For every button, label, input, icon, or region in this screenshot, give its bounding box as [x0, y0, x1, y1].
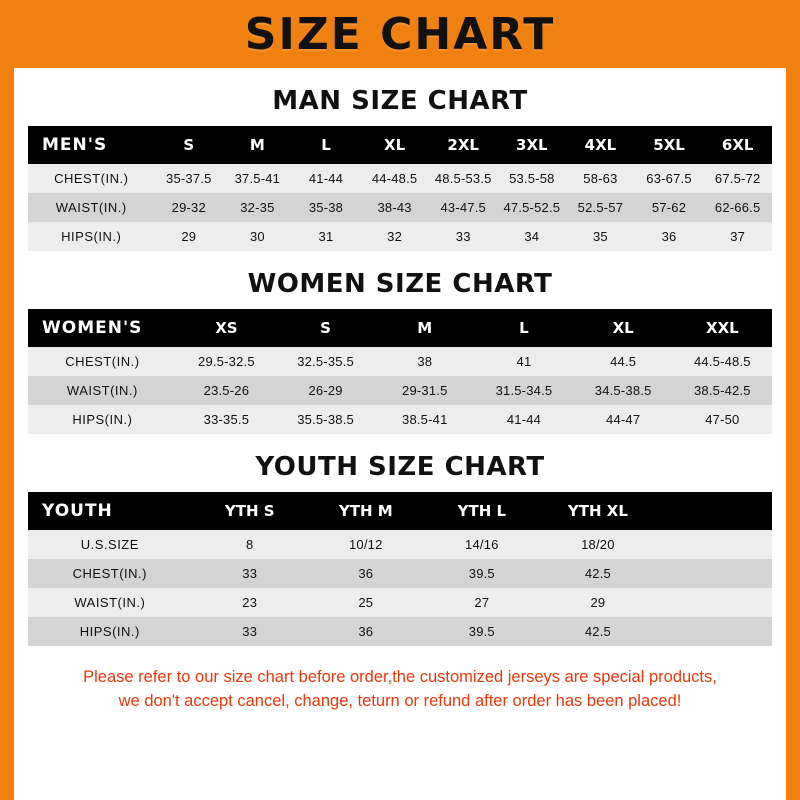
cell: 35-37.5 [154, 164, 223, 193]
cell: 38-43 [360, 193, 429, 222]
table-row [28, 530, 772, 559]
cell [656, 617, 772, 646]
cell: 26-29 [276, 376, 375, 405]
cell: 32-35 [223, 193, 292, 222]
cell [656, 530, 772, 559]
table-row [28, 376, 772, 405]
cell [656, 559, 772, 588]
cell: 39.5 [424, 559, 540, 588]
cell [656, 588, 772, 617]
cell: 62-66.5 [703, 193, 772, 222]
table-row [28, 405, 772, 434]
men-section [28, 86, 772, 251]
men-header-3xl: 3XL [498, 126, 567, 164]
row-label: CHEST(IN.) [28, 164, 154, 193]
women-header-m: M [375, 309, 474, 347]
cell: 39.5 [424, 617, 540, 646]
cell: 44.5-48.5 [673, 347, 772, 376]
cell: 33-35.5 [177, 405, 276, 434]
cell: 47-50 [673, 405, 772, 434]
youth-table-body [28, 530, 772, 646]
cell: 67.5-72 [703, 164, 772, 193]
cell: 44-47 [574, 405, 673, 434]
women-table-body [28, 347, 772, 434]
cell: 52.5-57 [566, 193, 635, 222]
women-table-header [28, 309, 772, 347]
row-label: HIPS(IN.) [28, 405, 177, 434]
cell: 41 [474, 347, 573, 376]
women-size-table [28, 309, 772, 434]
cell: 18/20 [540, 530, 656, 559]
content-area [14, 86, 786, 714]
cell: 36 [308, 559, 424, 588]
cell: 44.5 [574, 347, 673, 376]
cell: 38.5-41 [375, 405, 474, 434]
cell: 34.5-38.5 [574, 376, 673, 405]
table-row [28, 559, 772, 588]
women-header-l: L [474, 309, 573, 347]
table-row [28, 588, 772, 617]
men-section-title: MAN SIZE CHART [272, 86, 528, 116]
men-header-2xl: 2XL [429, 126, 498, 164]
cell: 33 [429, 222, 498, 251]
youth-header-empty [656, 492, 772, 530]
row-label: U.S.SIZE [28, 530, 192, 559]
row-label: CHEST(IN.) [28, 347, 177, 376]
men-header-6xl: 6XL [703, 126, 772, 164]
footer-disclaimer [28, 666, 772, 714]
row-label: HIPS(IN.) [28, 617, 192, 646]
table-header-row [28, 309, 772, 347]
men-header-5xl: 5XL [635, 126, 704, 164]
cell: 44-48.5 [360, 164, 429, 193]
youth-table-header [28, 492, 772, 530]
men-table-body [28, 164, 772, 251]
row-label: WAIST(IN.) [28, 376, 177, 405]
cell: 37 [703, 222, 772, 251]
cell: 29-32 [154, 193, 223, 222]
cell: 35 [566, 222, 635, 251]
cell: 42.5 [540, 559, 656, 588]
men-header-s: S [154, 126, 223, 164]
men-table-header [28, 126, 772, 164]
table-row [28, 222, 772, 251]
row-label: WAIST(IN.) [28, 588, 192, 617]
footer-line-1: Please refer to our size chart before order,the customized jerseys are special products, [83, 668, 717, 686]
cell: 58-63 [566, 164, 635, 193]
cell: 43-47.5 [429, 193, 498, 222]
table-row [28, 164, 772, 193]
cell: 27 [424, 588, 540, 617]
table-row [28, 193, 772, 222]
cell: 36 [308, 617, 424, 646]
cell: 10/12 [308, 530, 424, 559]
cell: 33 [192, 559, 308, 588]
cell: 47.5-52.5 [498, 193, 567, 222]
cell: 63-67.5 [635, 164, 704, 193]
cell: 31.5-34.5 [474, 376, 573, 405]
women-header-label: WOMEN'S [28, 309, 177, 347]
row-label: WAIST(IN.) [28, 193, 154, 222]
table-row [28, 347, 772, 376]
youth-section-title: YOUTH SIZE CHART [255, 452, 545, 482]
youth-header-s: YTH S [192, 492, 308, 530]
cell: 29 [154, 222, 223, 251]
cell: 23 [192, 588, 308, 617]
youth-header-xl: YTH XL [540, 492, 656, 530]
youth-section [28, 452, 772, 646]
cell: 23.5-26 [177, 376, 276, 405]
cell: 41-44 [292, 164, 361, 193]
cell: 53.5-58 [498, 164, 567, 193]
men-header-m: M [223, 126, 292, 164]
youth-header-l: YTH L [424, 492, 540, 530]
youth-header-m: YTH M [308, 492, 424, 530]
women-section [28, 269, 772, 434]
table-header-row [28, 126, 772, 164]
cell: 32 [360, 222, 429, 251]
footer-line-2: we don't accept cancel, change, teturn or refund after order has been placed! [118, 691, 682, 710]
men-header-label: MEN'S [28, 126, 154, 164]
page-title: SIZE CHART [244, 8, 556, 60]
cell: 38 [375, 347, 474, 376]
cell: 29 [540, 588, 656, 617]
page-banner [14, 0, 786, 68]
cell: 14/16 [424, 530, 540, 559]
cell: 37.5-41 [223, 164, 292, 193]
cell: 29-31.5 [375, 376, 474, 405]
cell: 34 [498, 222, 567, 251]
men-header-4xl: 4XL [566, 126, 635, 164]
women-header-s: S [276, 309, 375, 347]
cell: 31 [292, 222, 361, 251]
cell: 38.5-42.5 [673, 376, 772, 405]
cell: 30 [223, 222, 292, 251]
youth-size-table [28, 492, 772, 646]
cell: 25 [308, 588, 424, 617]
cell: 48.5-53.5 [429, 164, 498, 193]
cell: 29.5-32.5 [177, 347, 276, 376]
cell: 33 [192, 617, 308, 646]
men-header-xl: XL [360, 126, 429, 164]
cell: 32.5-35.5 [276, 347, 375, 376]
men-size-table [28, 126, 772, 251]
cell: 41-44 [474, 405, 573, 434]
women-header-xxl: XXL [673, 309, 772, 347]
women-header-xl: XL [574, 309, 673, 347]
men-header-l: L [292, 126, 361, 164]
cell: 57-62 [635, 193, 704, 222]
table-header-row [28, 492, 772, 530]
table-row [28, 617, 772, 646]
row-label: CHEST(IN.) [28, 559, 192, 588]
cell: 36 [635, 222, 704, 251]
row-label: HIPS(IN.) [28, 222, 154, 251]
youth-header-label: YOUTH [28, 492, 192, 530]
cell: 35-38 [292, 193, 361, 222]
cell: 42.5 [540, 617, 656, 646]
cell: 8 [192, 530, 308, 559]
women-header-xs: XS [177, 309, 276, 347]
cell: 35.5-38.5 [276, 405, 375, 434]
women-section-title: WOMEN SIZE CHART [247, 269, 553, 299]
